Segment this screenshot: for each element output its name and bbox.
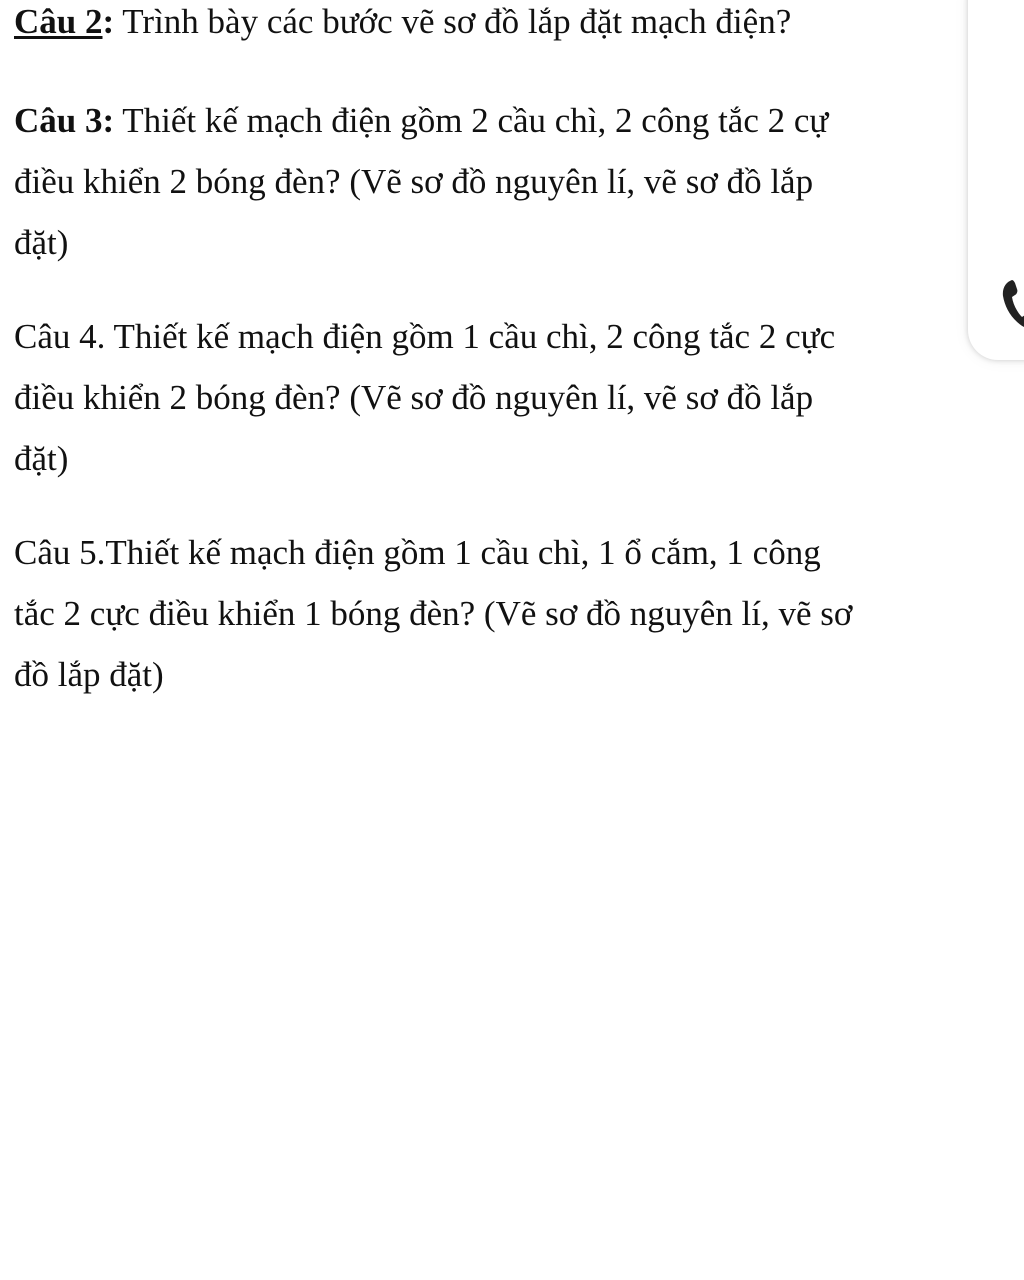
question-3-label: Câu 3: bbox=[14, 101, 115, 140]
question-5-text-line-3: đồ lắp đặt) bbox=[14, 655, 164, 694]
question-3-line-1 bbox=[14, 90, 828, 151]
question-2-label-suffix: : bbox=[102, 2, 115, 41]
question-5-text-line-2: tắc 2 cực điều khiển 1 bóng đèn? (Vẽ sơ đồ nguyên lí, vẽ sơ bbox=[14, 594, 853, 633]
question-2-text: Trình bày các bước vẽ sơ đồ lắp đặt mạch điện? bbox=[122, 2, 792, 41]
phone-icon[interactable] bbox=[1000, 276, 1024, 330]
question-4-text-line-2: điều khiển 2 bóng đèn? (Vẽ sơ đồ nguyên lí, vẽ sơ đồ lắp bbox=[14, 378, 814, 417]
question-5-text-line-1: Câu 5.Thiết kế mạch điện gồm 1 cầu chì, 1 ổ cắm, 1 công bbox=[14, 533, 821, 572]
question-3-text-line-1: Thiết kế mạch điện gồm 2 cầu chì, 2 công tắc 2 cự bbox=[122, 101, 829, 140]
question-5 bbox=[14, 522, 852, 705]
question-2-label-underlined bbox=[14, 2, 103, 41]
question-3-text-line-2: điều khiển 2 bóng đèn? (Vẽ sơ đồ nguyên lí, vẽ sơ đồ lắp bbox=[14, 162, 814, 201]
question-4 bbox=[14, 306, 835, 489]
question-2-label-number: 2 bbox=[85, 2, 103, 41]
question-2 bbox=[14, 0, 791, 52]
question-3 bbox=[14, 90, 828, 273]
question-4-text-line-3: đặt) bbox=[14, 439, 69, 478]
question-3-text-line-3: đặt) bbox=[14, 223, 69, 262]
question-2-label bbox=[14, 2, 114, 41]
question-2-label-prefix: Câu bbox=[14, 2, 85, 41]
phone-icon-handset bbox=[1003, 280, 1024, 328]
question-2-line-1 bbox=[14, 0, 791, 52]
question-4-text-line-1: Câu 4. Thiết kế mạch điện gồm 1 cầu chì, 2 công tắc 2 cực bbox=[14, 317, 836, 356]
